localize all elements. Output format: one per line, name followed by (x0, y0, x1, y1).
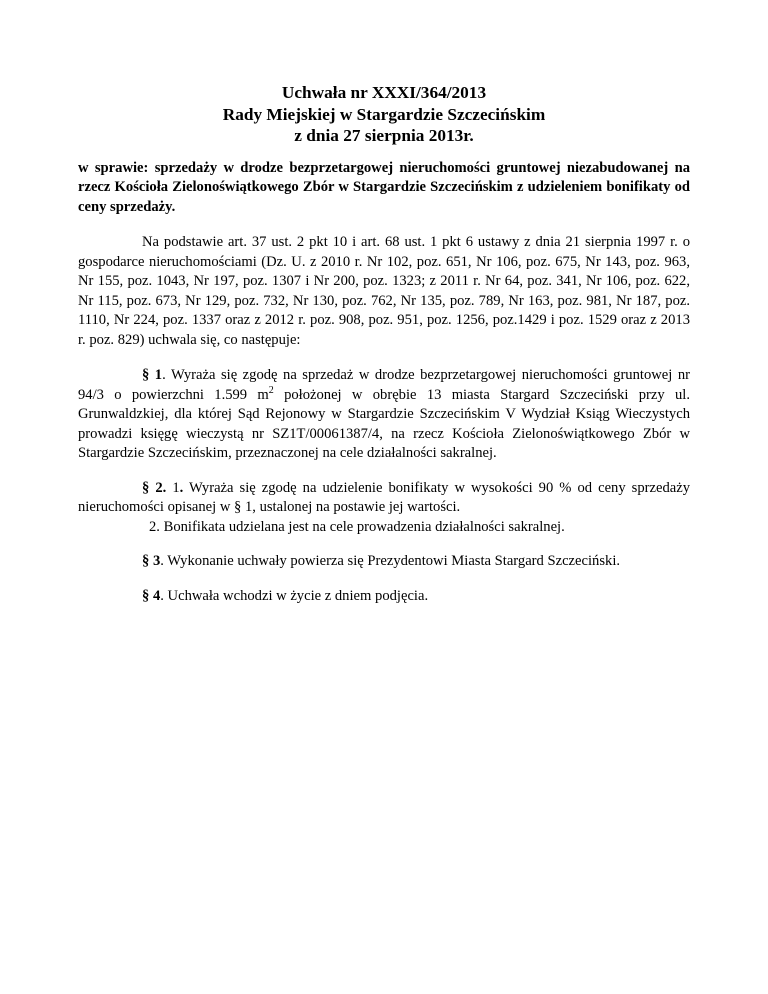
section-1-superscript: 2 (268, 384, 274, 396)
document-page (78, 82, 690, 621)
section-2-item-1-dot: . (179, 479, 184, 496)
section-4 (78, 587, 690, 607)
title-line-council: Rady Miejskiej w Stargardzie Szczecińskim (222, 104, 546, 124)
section-2-marker: § 2. (142, 479, 167, 496)
resolution-subject: w sprawie: sprzedaży w drodze bezprzetargowej nieruchomości gruntowej niezabudowanej na rzecz Kościoła Zielonoświątkowego Zbór w Stargardzie Szczecińskim z udzieleniem bonifikaty od ceny sprzedaży. (78, 159, 690, 215)
section-1-marker: § 1 (142, 367, 163, 383)
resolution-title (78, 82, 690, 147)
legal-basis-paragraph: Na podstawie art. 37 ust. 2 pkt 10 i art. 68 ust. 1 pkt 6 ustawy z dnia 21 sierpnia 1997 r. o gospodarce nieruchomościami (Dz. U. z 2010 r. Nr 102, poz. 651, Nr 106, poz. 675, Nr 143, poz. 963, Nr 155, poz. 1043, Nr 197, poz. 1307 i Nr 200, poz. 1323; z 2011 r. Nr 64, poz. 341, Nr 106, poz. 622, Nr 115, poz. 673, Nr 129, poz. 732, Nr 130, poz. 762, Nr 135, poz. 789, Nr 163, poz. 981, Nr 187, poz. 1110, Nr 224, poz. 1337 oraz z 2012 r. poz. 908, poz. 951, poz. 1256, poz.1429 i poz. 1529 oraz z 2013 r. poz. 829) uchwala się, co następuje: (78, 234, 690, 348)
section-2-item-1-number: 1 (172, 479, 180, 496)
section-2-item-1-text: Wyraża się zgodę na udzielenie bonifikaty w wysokości 90 % od ceny sprzedaży nieruchomości opisanej w § 1, ustalonej na postawie jej wartości. (78, 479, 691, 515)
section-2-item-2: 2. Bonifikata udzielana jest na cele prowadzenia działalności sakralnej. (149, 518, 565, 535)
section-2-item-1 (78, 479, 690, 518)
section-1-text-b: położonej w obrębie 13 miasta Stargard Szczeciński przy ul. Grunwaldzkiej, dla której Sąd Rejonowy w Stargardzie Szczecińskim V Wydział Ksiąg Wieczystych prowadzi księgę wieczystą nr SZ1T/00061387/4, na rzecz Kościoła Zielonoświątkowego Zbór w Stargardzie Szczecińskim, przeznaczonej na cele działalności sakralnej. (78, 386, 690, 461)
section-1-text-a: . Wyraża się zgodę na sprzedaż w drodze bezprzetargowej nieruchomości gruntowej nr 94/3 o powierzchni 1.599 m (78, 367, 690, 403)
section-1 (78, 366, 690, 464)
section-3-text: . Wykonanie uchwały powierza się Prezydentowi Miasta Stargard Szczeciński. (160, 553, 621, 569)
title-line-number: Uchwała nr XXXI/364/2013 (281, 83, 487, 102)
section-4-text: . Uchwała wchodzi w życie z dniem podjęcia. (160, 587, 429, 604)
title-line-date: z dnia 27 sierpnia 2013r. (294, 126, 474, 145)
section-4-marker: § 4 (142, 587, 161, 604)
section-3 (78, 552, 690, 572)
section-3-marker: § 3 (142, 553, 161, 569)
